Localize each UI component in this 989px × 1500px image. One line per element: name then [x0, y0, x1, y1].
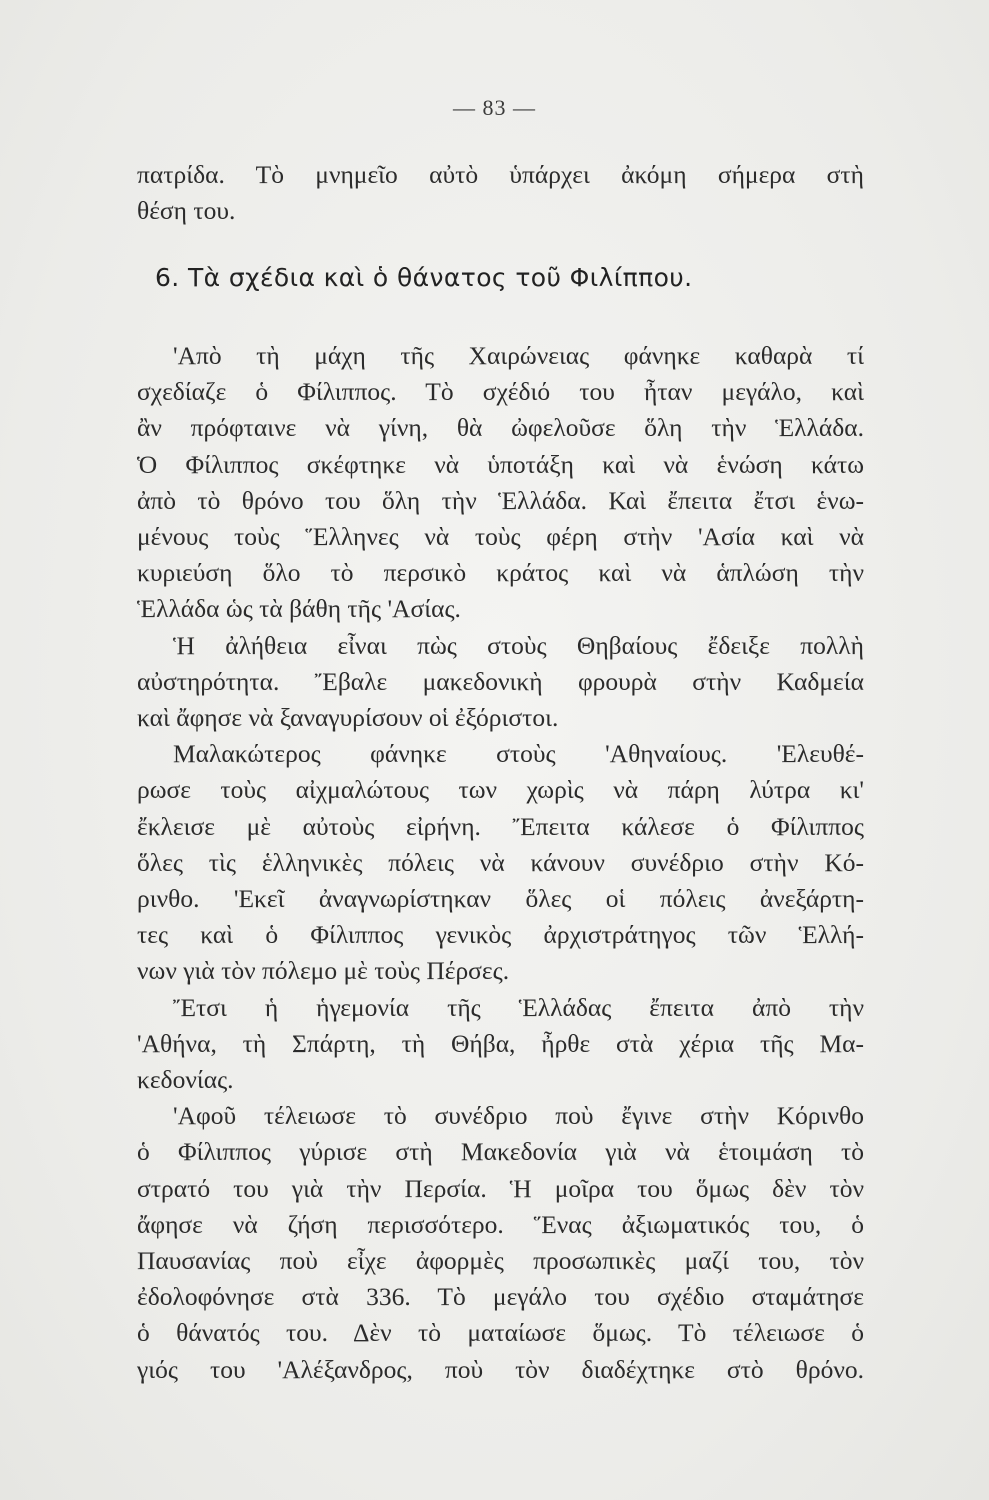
text-line: τες καὶ ὁ Φίλιππος γενικὸς ἀρχιστράτηγος τῶν Ἑλλή-: [137, 920, 864, 950]
text-line: Μαλακώτερος φάνηκε στοὺς 'Αθηναίους. 'Ελευθέ-: [173, 739, 864, 769]
text-line: ὁ θάνατός του. Δὲν τὸ ματαίωσε ὅμως. Τὸ τέλειωσε ὁ: [137, 1318, 864, 1348]
text-line: αὐστηρότητα. Ἔβαλε μακεδονικὴ φρουρὰ στὴν Καδμεία: [137, 666, 864, 696]
text-line: θέση του.: [137, 196, 236, 226]
text-line: καὶ ἄφησε νὰ ξαναγυρίσουν οἱ ἐξόριστοι.: [137, 703, 559, 733]
text-line: ρωσε τοὺς αἰχμαλώτους των χωρὶς νὰ πάρη λύτρα κι': [137, 775, 864, 805]
section-body: [137, 338, 864, 1388]
text-line: κυριεύση ὅλο τὸ περσικὸ κράτος καὶ νὰ ἁπλώση τὴν: [137, 558, 864, 588]
text-line: ὁ Φίλιππος γύρισε στὴ Μακεδονία γιὰ νὰ ἑτοιμάση τὸ: [137, 1137, 864, 1167]
text-line: ἂν πρόφταινε νὰ γίνη, θὰ ὠφελοῦσε ὅλη τὴν Ἑλλάδα.: [137, 413, 864, 443]
text-line: ἄφησε νὰ ζήση περισσότερο. Ἕνας ἀξιωματικός του, ὁ: [137, 1209, 864, 1239]
text-line: Ἑλλάδα ὡς τὰ βάθη τῆς 'Ασίας.: [137, 594, 461, 624]
text-line: 'Αθήνα, τὴ Σπάρτη, τὴ Θήβα, ἦρθε στὰ χέρια τῆς Μα-: [137, 1028, 864, 1058]
text-line: πατρίδα. Τὸ μνημεῖο αὐτὸ ὑπάρχει ἀκόμη σήμερα στὴ: [137, 160, 864, 189]
text-line: γιός του 'Αλέξανδρος, ποὺ τὸν διαδέχτηκε στὸ θρόνο.: [137, 1354, 864, 1384]
intro-paragraph: [137, 157, 864, 229]
section-heading: 6. Τὰ σχέδια καὶ ὁ θάνατος τοῦ Φιλίππου.: [155, 263, 693, 292]
text-line: στρατό του γιὰ τὴν Περσία. Ἡ μοῖρα του ὅμως δὲν τὸν: [137, 1173, 864, 1203]
text-line: ὅλες τὶς ἑλληνικὲς πόλεις νὰ κάνουν συνέδριο στὴν Κό-: [137, 847, 864, 877]
text-line: Ἡ ἀλήθεια εἶναι πὼς στοὺς Θηβαίους ἔδειξε πολλὴ: [173, 630, 864, 660]
text-line: κεδονίας.: [137, 1065, 234, 1095]
text-line: 'Αφοῦ τέλειωσε τὸ συνέδριο ποὺ ἔγινε στὴν Κόρινθο: [173, 1101, 864, 1131]
text-line: ἔκλεισε μὲ αὐτοὺς εἰρήνη. Ἔπειτα κάλεσε ὁ Φίλιππος: [137, 811, 864, 841]
page-number: — 83 —: [453, 95, 536, 120]
text-line: νων γιὰ τὸν πόλεμο μὲ τοὺς Πέρσες.: [137, 956, 510, 986]
text-line: Ἔτσι ἡ ἡγεμονία τῆς Ἑλλάδας ἔπειτα ἀπὸ τὴν: [173, 992, 864, 1022]
text-line: σχεδίαζε ὁ Φίλιππος. Τὸ σχέδιό του ἦταν μεγάλο, καὶ: [137, 377, 864, 407]
text-line: Ὁ Φίλιππος σκέφτηκε νὰ ὑποτάξη καὶ νὰ ἑνώση κάτω: [137, 449, 864, 479]
text-line: ἀπὸ τὸ θρόνο του ὅλη τὴν Ἑλλάδα. Καὶ ἔπειτα ἔτσι ἑνω-: [137, 485, 864, 515]
text-line: μένους τοὺς Ἕλληνες νὰ τοὺς φέρη στὴν 'Ασία καὶ νὰ: [137, 522, 864, 552]
text-line: ρινθο. 'Εκεῖ ἀναγνωρίστηκαν ὅλες οἱ πόλεις ἀνεξάρτη-: [137, 884, 864, 914]
text-line: 'Απὸ τὴ μάχη τῆς Χαιρώνειας φάνηκε καθαρὰ τί: [173, 341, 864, 370]
text-line: Παυσανίας ποὺ εἶχε ἀφορμὲς προσωπικὲς μαζί του, τὸν: [137, 1246, 864, 1276]
text-line: ἐδολοφόνησε στὰ 336. Τὸ μεγάλο του σχέδιο σταμάτησε: [137, 1282, 864, 1312]
